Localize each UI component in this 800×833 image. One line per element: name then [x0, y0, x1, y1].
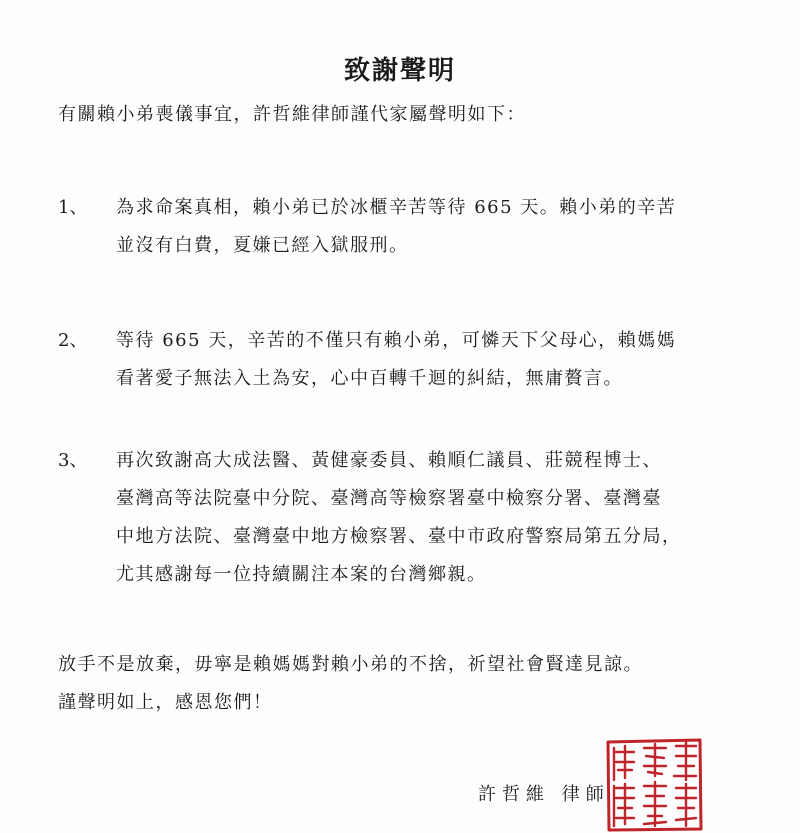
signature: 許哲維 律師	[478, 784, 610, 805]
item-line: 等待 665 天，辛苦的不僅只有賴小弟，可憐天下父母心，賴媽媽	[116, 330, 677, 351]
item-line: 尤其感謝每一位持續關注本案的台灣鄉親。	[116, 564, 487, 585]
item-line: 看著愛子無法入土為安，心中百轉千迴的糾結，無庸贅言。	[116, 368, 623, 389]
item-line: 再次致謝高大成法醫、黃健豪委員、賴順仁議員、莊競程博士、	[116, 450, 662, 471]
item-line: 中地方法院、臺灣臺中地方檢察署、臺中市政府警察局第五分局，	[116, 526, 682, 547]
item-number: 2、	[58, 330, 88, 351]
item-number: 3、	[58, 450, 88, 471]
closing-line: 謹聲明如上，感恩您們！	[58, 692, 273, 713]
document-title: 致謝聲明	[343, 56, 456, 86]
intro-paragraph: 有關賴小弟喪儀事宜，許哲維律師謹代家屬聲明如下：	[58, 104, 526, 125]
item-line: 並沒有白費，夏嫌已經入獄服刑。	[116, 235, 409, 256]
item-line: 為求命案真相，賴小弟已於冰櫃辛苦等待 665 天。賴小弟的辛苦	[116, 197, 677, 218]
closing-line: 放手不是放棄，毋寧是賴媽媽對賴小弟的不捨，祈望社會賢達見諒。	[58, 654, 643, 675]
lawyer-seal-stamp	[604, 736, 704, 833]
item-line: 臺灣高等法院臺中分院、臺灣高等檢察署臺中檢察分署、臺灣臺	[116, 488, 662, 509]
item-number: 1、	[58, 197, 88, 218]
